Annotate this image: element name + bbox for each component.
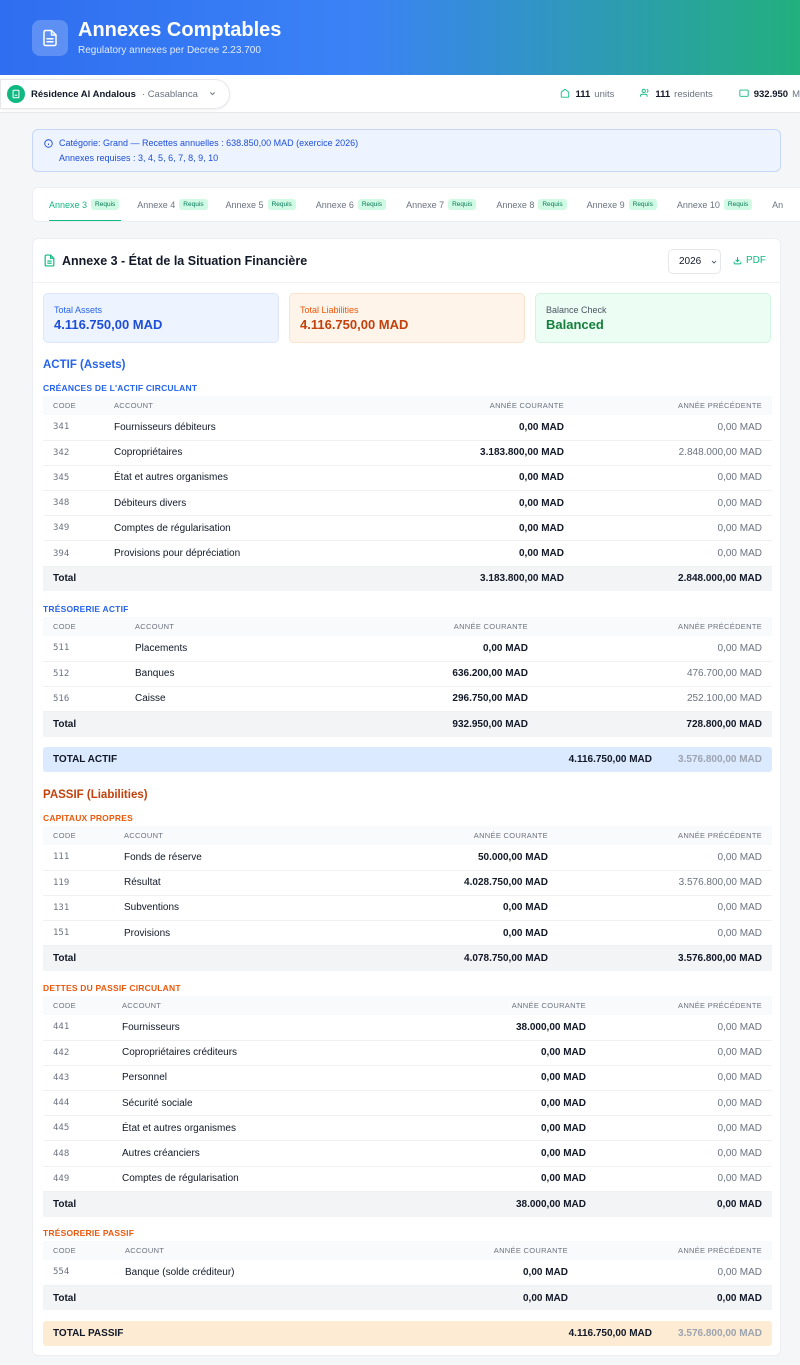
total-assets-card: Total Assets 4.116.750,00 MAD [43, 293, 279, 343]
pdf-download-button[interactable]: PDF [733, 255, 766, 266]
table-row: 511 Placements 0,00 MAD 0,00 MAD [43, 636, 772, 661]
total-row: Total 932.950,00 MAD 728.800,00 MAD [43, 712, 772, 737]
stat-treasury: 932.950 M [739, 88, 800, 101]
total-passif-row: TOTAL PASSIF 4.116.750,00 MAD 3.576.800,00 MAD [43, 1321, 772, 1346]
passif-title: PASSIF (Liabilities) [43, 789, 148, 801]
page-title: Annexes Comptables [78, 19, 282, 41]
table-row: 341 Fournisseurs débiteurs 0,00 MAD 0,00 MAD [43, 415, 772, 440]
capitaux-propres-table: CODE ACCOUNT ANNÉE COURANTE ANNÉE PRÉCÉDENTE 111 Fonds de réserve 50.000,00 MAD 0,00 MAD 119 Résultat 4.028.750,00 MAD 3.576.800,00 MAD 131 Subventions 0,00 MAD 0,00 MAD 151 Provisions 0,00 MAD 0,00 MAD Total 4.078.750,00 MAD 3.576.800,00 MAD [43, 826, 772, 971]
dettes-passif-table: CODE ACCOUNT ANNÉE COURANTE ANNÉE PRÉCÉDENTE 441 Fournisseurs 38.000,00 MAD 0,00 MAD 442 Copropriétaires créditeurs 0,00 MAD 0,00 MAD 443 Personnel 0,00 MAD 0,00 MAD 444 Sécurité sociale 0,00 MAD 0,00 MAD 445 État et autres organismes 0,00 MAD 0,00 MAD 448 Autres créanciers 0,00 MAD 0,00 MAD 449 Comptes de régularisation 0,00 MAD 0,00 MAD Total 38.000,00 MAD 0,00 MAD [43, 996, 772, 1217]
tresorerie-passif-table: CODE ACCOUNT ANNÉE COURANTE ANNÉE PRÉCÉDENTE 554 Banque (solde créditeur) 0,00 MAD 0,00 MAD Total 0,00 MAD 0,00 MAD [43, 1241, 772, 1310]
tresorerie-actif-table: CODE ACCOUNT ANNÉE COURANTE ANNÉE PRÉCÉDENTE 511 Placements 0,00 MAD 0,00 MAD 512 Banques 636.200,00 MAD 476.700,00 MAD 516 Caisse 296.750,00 MAD 252.100,00 MAD Total 932.950,00 MAD 728.800,00 MAD [43, 617, 772, 737]
actif-title: ACTIF (Assets) [43, 359, 126, 371]
tab-annexe-10[interactable]: Annexe 10 Requis [657, 187, 752, 222]
year-select[interactable]: 2026 [668, 249, 721, 274]
total-row: Total 4.078.750,00 MAD 3.576.800,00 MAD [43, 946, 772, 971]
total-actif-row: TOTAL ACTIF 4.116.750,00 MAD 3.576.800,00 MAD [43, 747, 772, 772]
table-row: 445 État et autres organismes 0,00 MAD 0,00 MAD [43, 1116, 772, 1141]
required-badge: Requis [358, 199, 386, 210]
chevron-down-icon [208, 87, 217, 101]
table-row: 449 Comptes de régularisation 0,00 MAD 0,00 MAD [43, 1166, 772, 1191]
tab-annexe-8[interactable]: Annexe 8 Requis [476, 187, 566, 222]
table-row: 119 Résultat 4.028.750,00 MAD 3.576.800,00 MAD [43, 870, 772, 895]
total-liabilities-card: Total Liabilities 4.116.750,00 MAD [289, 293, 525, 343]
creances-table: CODE ACCOUNT ANNÉE COURANTE ANNÉE PRÉCÉDENTE 341 Fournisseurs débiteurs 0,00 MAD 0,00 MAD 342 Copropriétaires 3.183.800,00 MAD 2.848.000,00 MAD 345 État et autres organismes 0,00 MAD 0,00 MAD 348 Débiteurs divers 0,00 MAD 0,00 MAD 349 Comptes de régularisation 0,00 MAD 0,00 MAD 394 Provisions pour dépréciation 0,00 MAD 0,00 MAD Total 3.183.800,00 MAD 2.848.000,00 MAD [43, 396, 772, 591]
balance-check-card: Balance Check Balanced [535, 293, 771, 343]
table-row: 151 Provisions 0,00 MAD 0,00 MAD [43, 921, 772, 946]
total-row: Total 3.183.800,00 MAD 2.848.000,00 MAD [43, 566, 772, 591]
wallet-icon [739, 88, 749, 101]
building-icon [7, 85, 25, 103]
section-title: DETTES DU PASSIF CIRCULANT [43, 983, 181, 993]
home-icon [560, 88, 570, 101]
document-icon [32, 20, 68, 56]
table-row: 111 Fonds de réserve 50.000,00 MAD 0,00 MAD [43, 845, 772, 870]
table-row: 345 État et autres organismes 0,00 MAD 0,00 MAD [43, 465, 772, 490]
required-badge: Requis [629, 199, 657, 210]
chevron-down-icon [710, 258, 718, 266]
table-row: 516 Caisse 296.750,00 MAD 252.100,00 MAD [43, 686, 772, 711]
users-icon [640, 88, 650, 101]
section-title: TRÉSORERIE PASSIF [43, 1228, 135, 1238]
table-row: 348 Débiteurs divers 0,00 MAD 0,00 MAD [43, 491, 772, 516]
tab-annexe-3[interactable]: Annexe 3 Requis [33, 187, 119, 222]
page-header [0, 0, 800, 75]
total-row: Total 0,00 MAD 0,00 MAD [43, 1285, 772, 1310]
total-row: Total 38.000,00 MAD 0,00 MAD [43, 1191, 772, 1216]
section-title: TRÉSORERIE ACTIF [43, 604, 129, 614]
required-badge: Requis [91, 199, 119, 210]
info-icon [44, 139, 53, 148]
required-badge: Requis [724, 199, 752, 210]
required-badge: Requis [179, 199, 207, 210]
table-row: 554 Banque (solde créditeur) 0,00 MAD 0,00 MAD [43, 1260, 772, 1285]
section-title: CAPITAUX PROPRES [43, 813, 133, 823]
stat-units: 111 units [560, 88, 614, 101]
residence-selector[interactable] [0, 79, 230, 109]
category-info-box [32, 129, 781, 172]
required-badge: Requis [538, 199, 566, 210]
annex-card [32, 238, 781, 1356]
section-title: CRÉANCES DE L'ACTIF CIRCULANT [43, 383, 198, 393]
download-icon [733, 256, 742, 265]
stat-residents: 111 residents [640, 88, 712, 101]
required-badge: Requis [268, 199, 296, 210]
table-row: 441 Fournisseurs 38.000,00 MAD 0,00 MAD [43, 1015, 772, 1040]
table-row: 131 Subventions 0,00 MAD 0,00 MAD [43, 895, 772, 920]
table-row: 444 Sécurité sociale 0,00 MAD 0,00 MAD [43, 1091, 772, 1116]
required-annexes-line: Annexes requises : 3, 4, 5, 6, 7, 8, 9, 10 [59, 153, 219, 163]
table-row: 394 Provisions pour dépréciation 0,00 MAD 0,00 MAD [43, 541, 772, 566]
residence-bar [0, 75, 800, 113]
annex-tabs [32, 187, 800, 222]
page-subtitle: Regulatory annexes per Decree 2.23.700 [78, 45, 261, 56]
residence-name: Résidence Al Andalous [31, 88, 136, 100]
tab-annexe-9[interactable]: Annexe 9 Requis [567, 187, 657, 222]
file-text-icon [43, 254, 56, 267]
table-row: 349 Comptes de régularisation 0,00 MAD 0,00 MAD [43, 516, 772, 541]
table-row: 448 Autres créanciers 0,00 MAD 0,00 MAD [43, 1141, 772, 1166]
table-row: 512 Banques 636.200,00 MAD 476.700,00 MAD [43, 661, 772, 686]
tab-annexe-6[interactable]: Annexe 6 Requis [296, 187, 386, 222]
annex-title: Annexe 3 - État de la Situation Financière [62, 253, 308, 268]
table-row: 442 Copropriétaires créditeurs 0,00 MAD 0,00 MAD [43, 1040, 772, 1065]
table-row: 342 Copropriétaires 3.183.800,00 MAD 2.848.000,00 MAD [43, 440, 772, 465]
tab-annexe-4[interactable]: Annexe 4 Requis [119, 187, 207, 222]
residence-stats [534, 75, 800, 113]
required-badge: Requis [448, 199, 476, 210]
tab-annexe-next[interactable]: An [772, 199, 784, 210]
category-line: Catégorie: Grand — Recettes annuelles : 638.850,00 MAD (exercice 2026) [59, 138, 359, 148]
tab-annexe-5[interactable]: Annexe 5 Requis [208, 187, 296, 222]
table-row: 443 Personnel 0,00 MAD 0,00 MAD [43, 1065, 772, 1090]
tab-annexe-7[interactable]: Annexe 7 Requis [386, 187, 476, 222]
residence-city: · Casablanca [141, 88, 198, 100]
